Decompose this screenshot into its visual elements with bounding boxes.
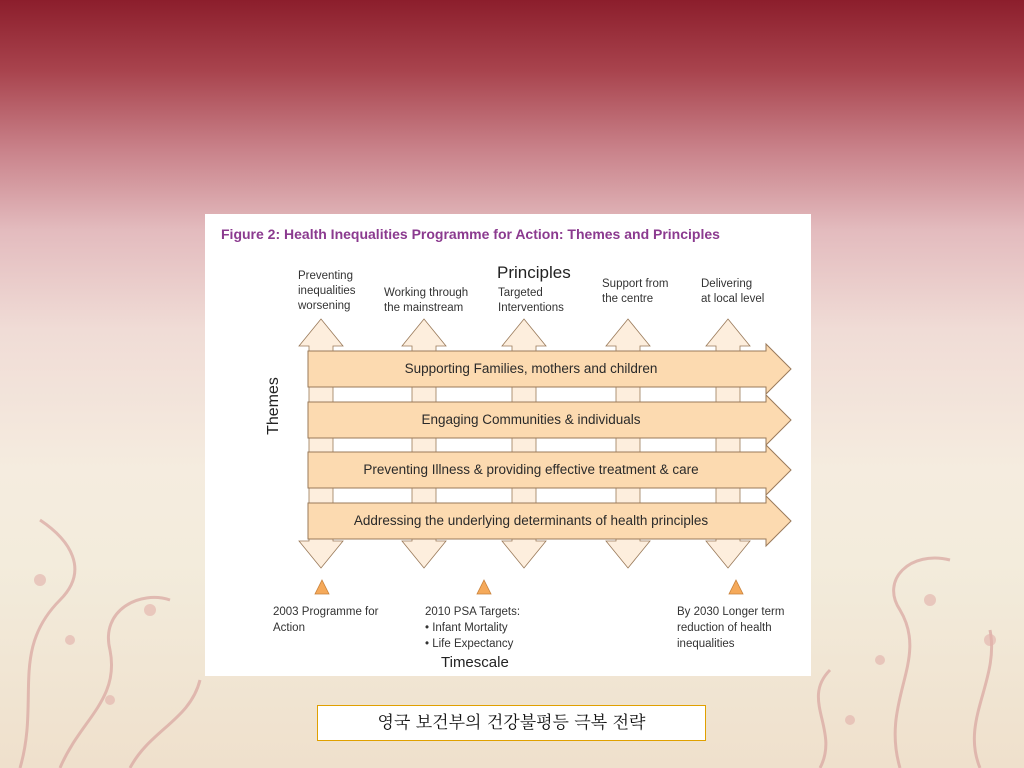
slide-caption: 영국 보건부의 건강불평등 극복 전략 — [317, 705, 706, 741]
milestone-2003-line: 2003 Programme for — [273, 606, 379, 618]
milestone-2003-line: Action — [273, 622, 305, 634]
theme-preventing-illness: Preventing Illness & providing effective treatment & care — [363, 462, 699, 477]
milestone-2030 — [677, 604, 784, 652]
milestone-marker — [315, 580, 329, 594]
principle-mainstream: Working through the mainstream — [384, 287, 469, 314]
theme-families: Supporting Families, mothers and children — [404, 361, 658, 376]
theme-determinants: Addressing the underlying determinants of health principles — [353, 513, 709, 528]
milestone-2030-line: inequalities — [677, 638, 735, 650]
principle-local-level: Delivering at local level — [701, 278, 765, 305]
milestone-2030-line: By 2030 Longer term — [677, 606, 785, 618]
health-inequalities-figure — [205, 214, 811, 676]
milestone-2010 — [425, 604, 520, 652]
principle-targeted-interventions: Targeted Interventions — [498, 287, 564, 314]
milestone-2010-line: 2010 PSA Targets: — [425, 606, 521, 618]
milestone-2010-line: • Infant Mortality — [425, 622, 508, 634]
principle-preventing-inequalities: Preventing inequalities worsening — [298, 270, 356, 312]
timescale-heading: Timescale — [441, 654, 509, 671]
milestone-marker — [477, 580, 491, 594]
theme-communities: Engaging Communities & individuals — [421, 412, 641, 427]
principles-heading: Principles — [497, 263, 571, 282]
milestone-2030-line: reduction of health — [677, 622, 772, 634]
principle-support-centre: Support from the centre — [602, 278, 669, 305]
milestone-2010-line: • Life Expectancy — [425, 638, 514, 650]
milestone-marker — [729, 580, 743, 594]
figure-title: Figure 2: Health Inequalities Programme for Action: Themes and Principles — [221, 226, 720, 242]
themes-heading: Themes — [265, 377, 282, 435]
milestone-2003 — [273, 604, 378, 636]
